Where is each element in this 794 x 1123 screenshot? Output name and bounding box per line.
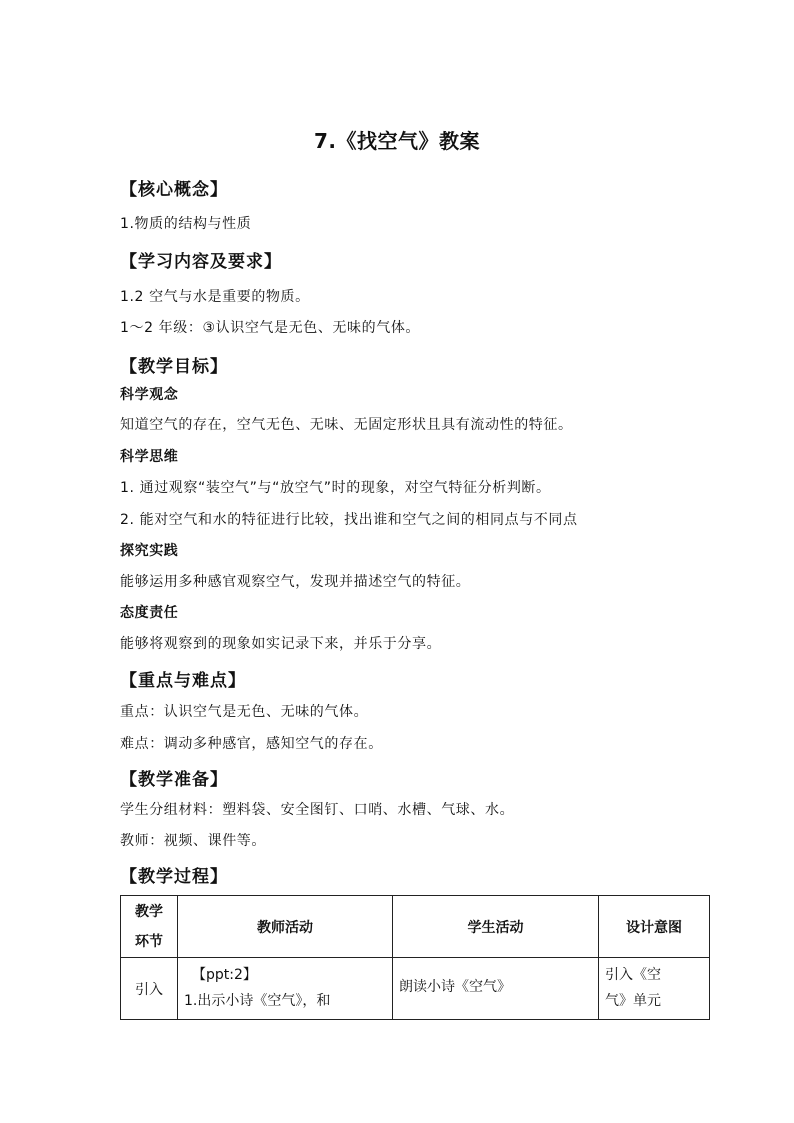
section-heading-key: 【重点与难点】 — [120, 671, 246, 691]
goal-line: 能够运用多种感官观察空气，发现并描述空气的特征。 — [120, 574, 471, 590]
section-heading-process: 【教学过程】 — [120, 867, 228, 887]
key-line: 重点：认识空气是无色、无味的气体。 — [120, 704, 369, 720]
teacher-line: 1.出示小诗《空气》，和 — [184, 993, 331, 1009]
teacher-line: 【ppt:2】 — [192, 967, 257, 983]
header-stage — [121, 896, 178, 958]
header-intent: 设计意图 — [599, 896, 710, 958]
goal-heading: 态度责任 — [120, 605, 179, 621]
section-heading-goals: 【教学目标】 — [120, 357, 228, 377]
goal-line: 能够将观察到的现象如实记录下来，并乐于分享。 — [120, 636, 442, 652]
header-stage-line: 教学 — [135, 903, 163, 920]
goal-heading: 探究实践 — [120, 543, 179, 559]
core-text: 1.物质的结构与性质 — [120, 216, 252, 232]
goal-line: 1. 通过观察“装空气”与“放空气”时的现象，对空气特征分析判断。 — [120, 480, 551, 496]
content-line: 1～2 年级：③认识空气是无色、无味的气体。 — [120, 320, 421, 336]
goal-line: 2. 能对空气和水的特征进行比较，找出谁和空气之间的相同点与不同点 — [120, 512, 578, 528]
goal-line: 知道空气的存在，空气无色、无味、无固定形状且具有流动性的特征。 — [120, 417, 573, 433]
table-row — [121, 958, 710, 1020]
process-table — [120, 895, 710, 1020]
header-student: 学生活动 — [393, 896, 599, 958]
page-title: 7.《找空气》教案 — [313, 129, 480, 153]
section-heading-content: 【学习内容及要求】 — [120, 252, 282, 272]
goal-heading: 科学思维 — [120, 449, 179, 465]
header-teacher: 教师活动 — [178, 896, 393, 958]
row-teacher — [178, 958, 393, 1020]
section-heading-prep: 【教学准备】 — [120, 770, 228, 790]
prep-line: 教师：视频、课件等。 — [120, 833, 266, 849]
key-line: 难点：调动多种感官，感知空气的存在。 — [120, 736, 383, 752]
row-stage: 引入 — [121, 958, 178, 1020]
row-student: 朗读小诗《空气》 — [393, 958, 599, 1020]
row-intent — [599, 958, 710, 1020]
table-header-row — [121, 896, 710, 958]
header-stage-line: 环节 — [135, 933, 163, 950]
content-line: 1.2 空气与水是重要的物质。 — [120, 289, 310, 305]
goal-heading: 科学观念 — [120, 387, 179, 403]
prep-line: 学生分组材料：塑料袋、安全图钉、口哨、水槽、气球、水。 — [120, 802, 515, 818]
intent-line: 引入《空 — [605, 967, 661, 983]
section-heading-core: 【核心概念】 — [120, 180, 228, 200]
intent-line: 气》单元 — [605, 993, 661, 1009]
